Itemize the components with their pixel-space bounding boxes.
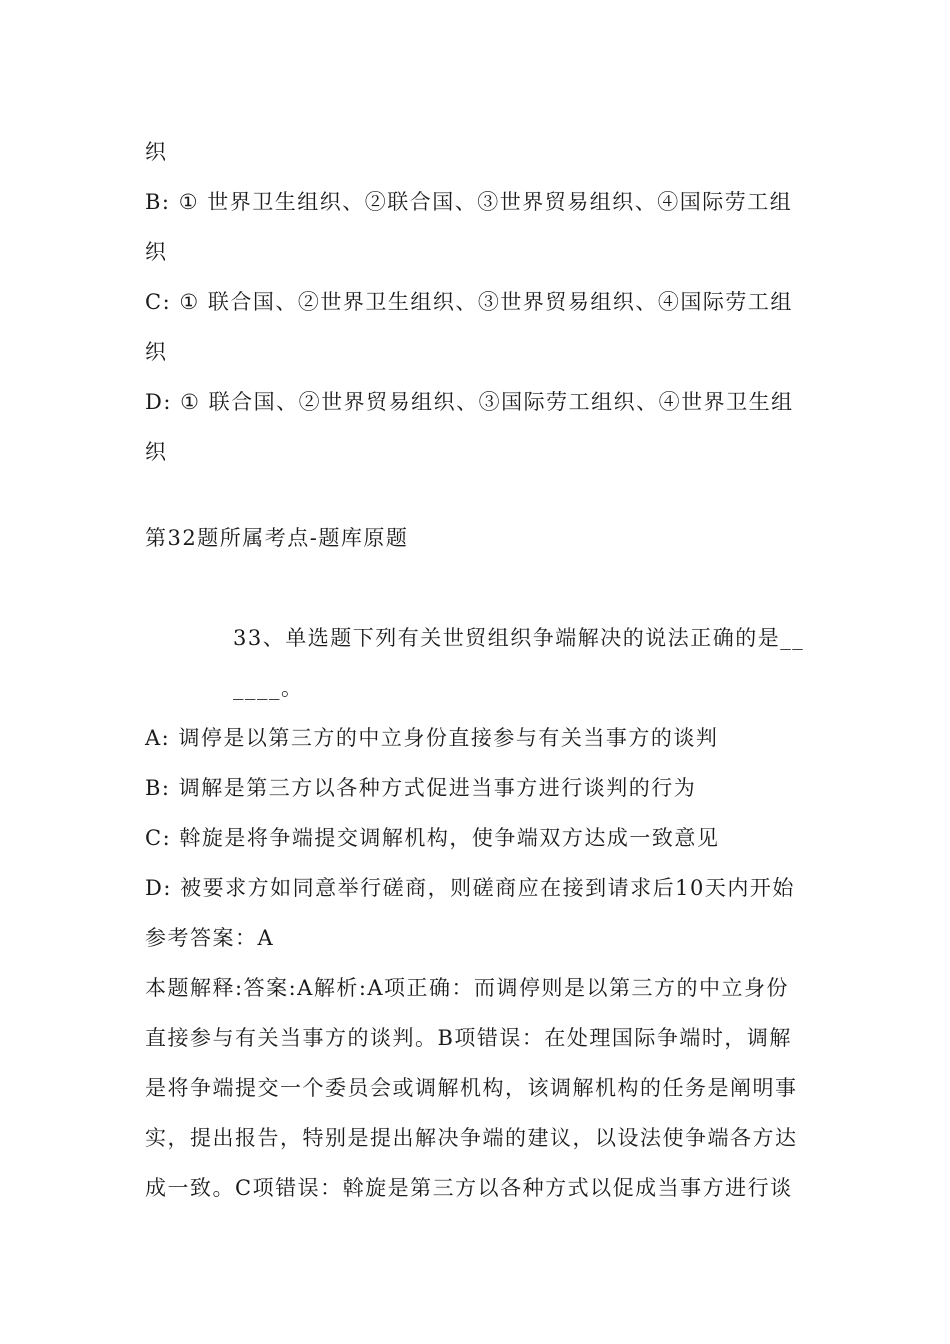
option-text: 斡旋是将争端提交调解机构，使争端双方达成一致意见 (179, 826, 720, 850)
q32-option-b (145, 177, 810, 277)
q33-answer: 参考答案：A (145, 926, 275, 950)
q32-topic: 第32题所属考点-题库原题 (145, 526, 409, 550)
option-label: D: (145, 876, 172, 900)
option-label: B: (145, 190, 171, 214)
q33-option-c (145, 813, 810, 863)
q32-option-c (145, 277, 810, 377)
q33-explanation: 本题解释:答案:A解析:A项正确：而调停则是以第三方的中立身份直接参与有关当事方的谈判。B项错误：在处理国际争端时，调解是将争端提交一个委员会或调解机构，该调解机构的任务是阐明事实，提出报告，特别是提出解决争端的建议，以设法使争端各方达成一致。C项错误：斡旋是第三方以各种方式以促成当事方进行谈 (145, 976, 798, 1200)
option-text: 被要求方如同意举行磋商，则磋商应在接到请求后10天内开始 (180, 876, 795, 900)
q33-option-b (145, 763, 810, 813)
q33-option-d (145, 863, 810, 913)
document-page (145, 127, 810, 1213)
q33-option-a (145, 713, 810, 763)
option-label: B: (145, 776, 171, 800)
option-label: A: (145, 726, 171, 750)
option-text: 调停是以第三方的中立身份直接参与有关当事方的谈判 (178, 726, 719, 750)
option-label: C: (145, 826, 172, 850)
q32-option-d (145, 377, 810, 477)
option-label: D: (145, 390, 172, 414)
option-text: 调解是第三方以各种方式促进当事方进行谈判的行为 (178, 776, 697, 800)
option-text: ① 联合国、②世界贸易组织、③国际劳工组织、④世界卫生组织 (145, 390, 794, 464)
q33-stem: 33、单选题下列有关世贸组织争端解决的说法正确的是______。 (233, 626, 805, 700)
q32-option-a-tail: 织 (145, 140, 168, 164)
option-text: ① 世界卫生组织、②联合国、③世界贸易组织、④国际劳工组织 (145, 190, 793, 264)
option-label: C: (145, 290, 172, 314)
option-text: ① 联合国、②世界卫生组织、③世界贸易组织、④国际劳工组织 (145, 290, 793, 364)
